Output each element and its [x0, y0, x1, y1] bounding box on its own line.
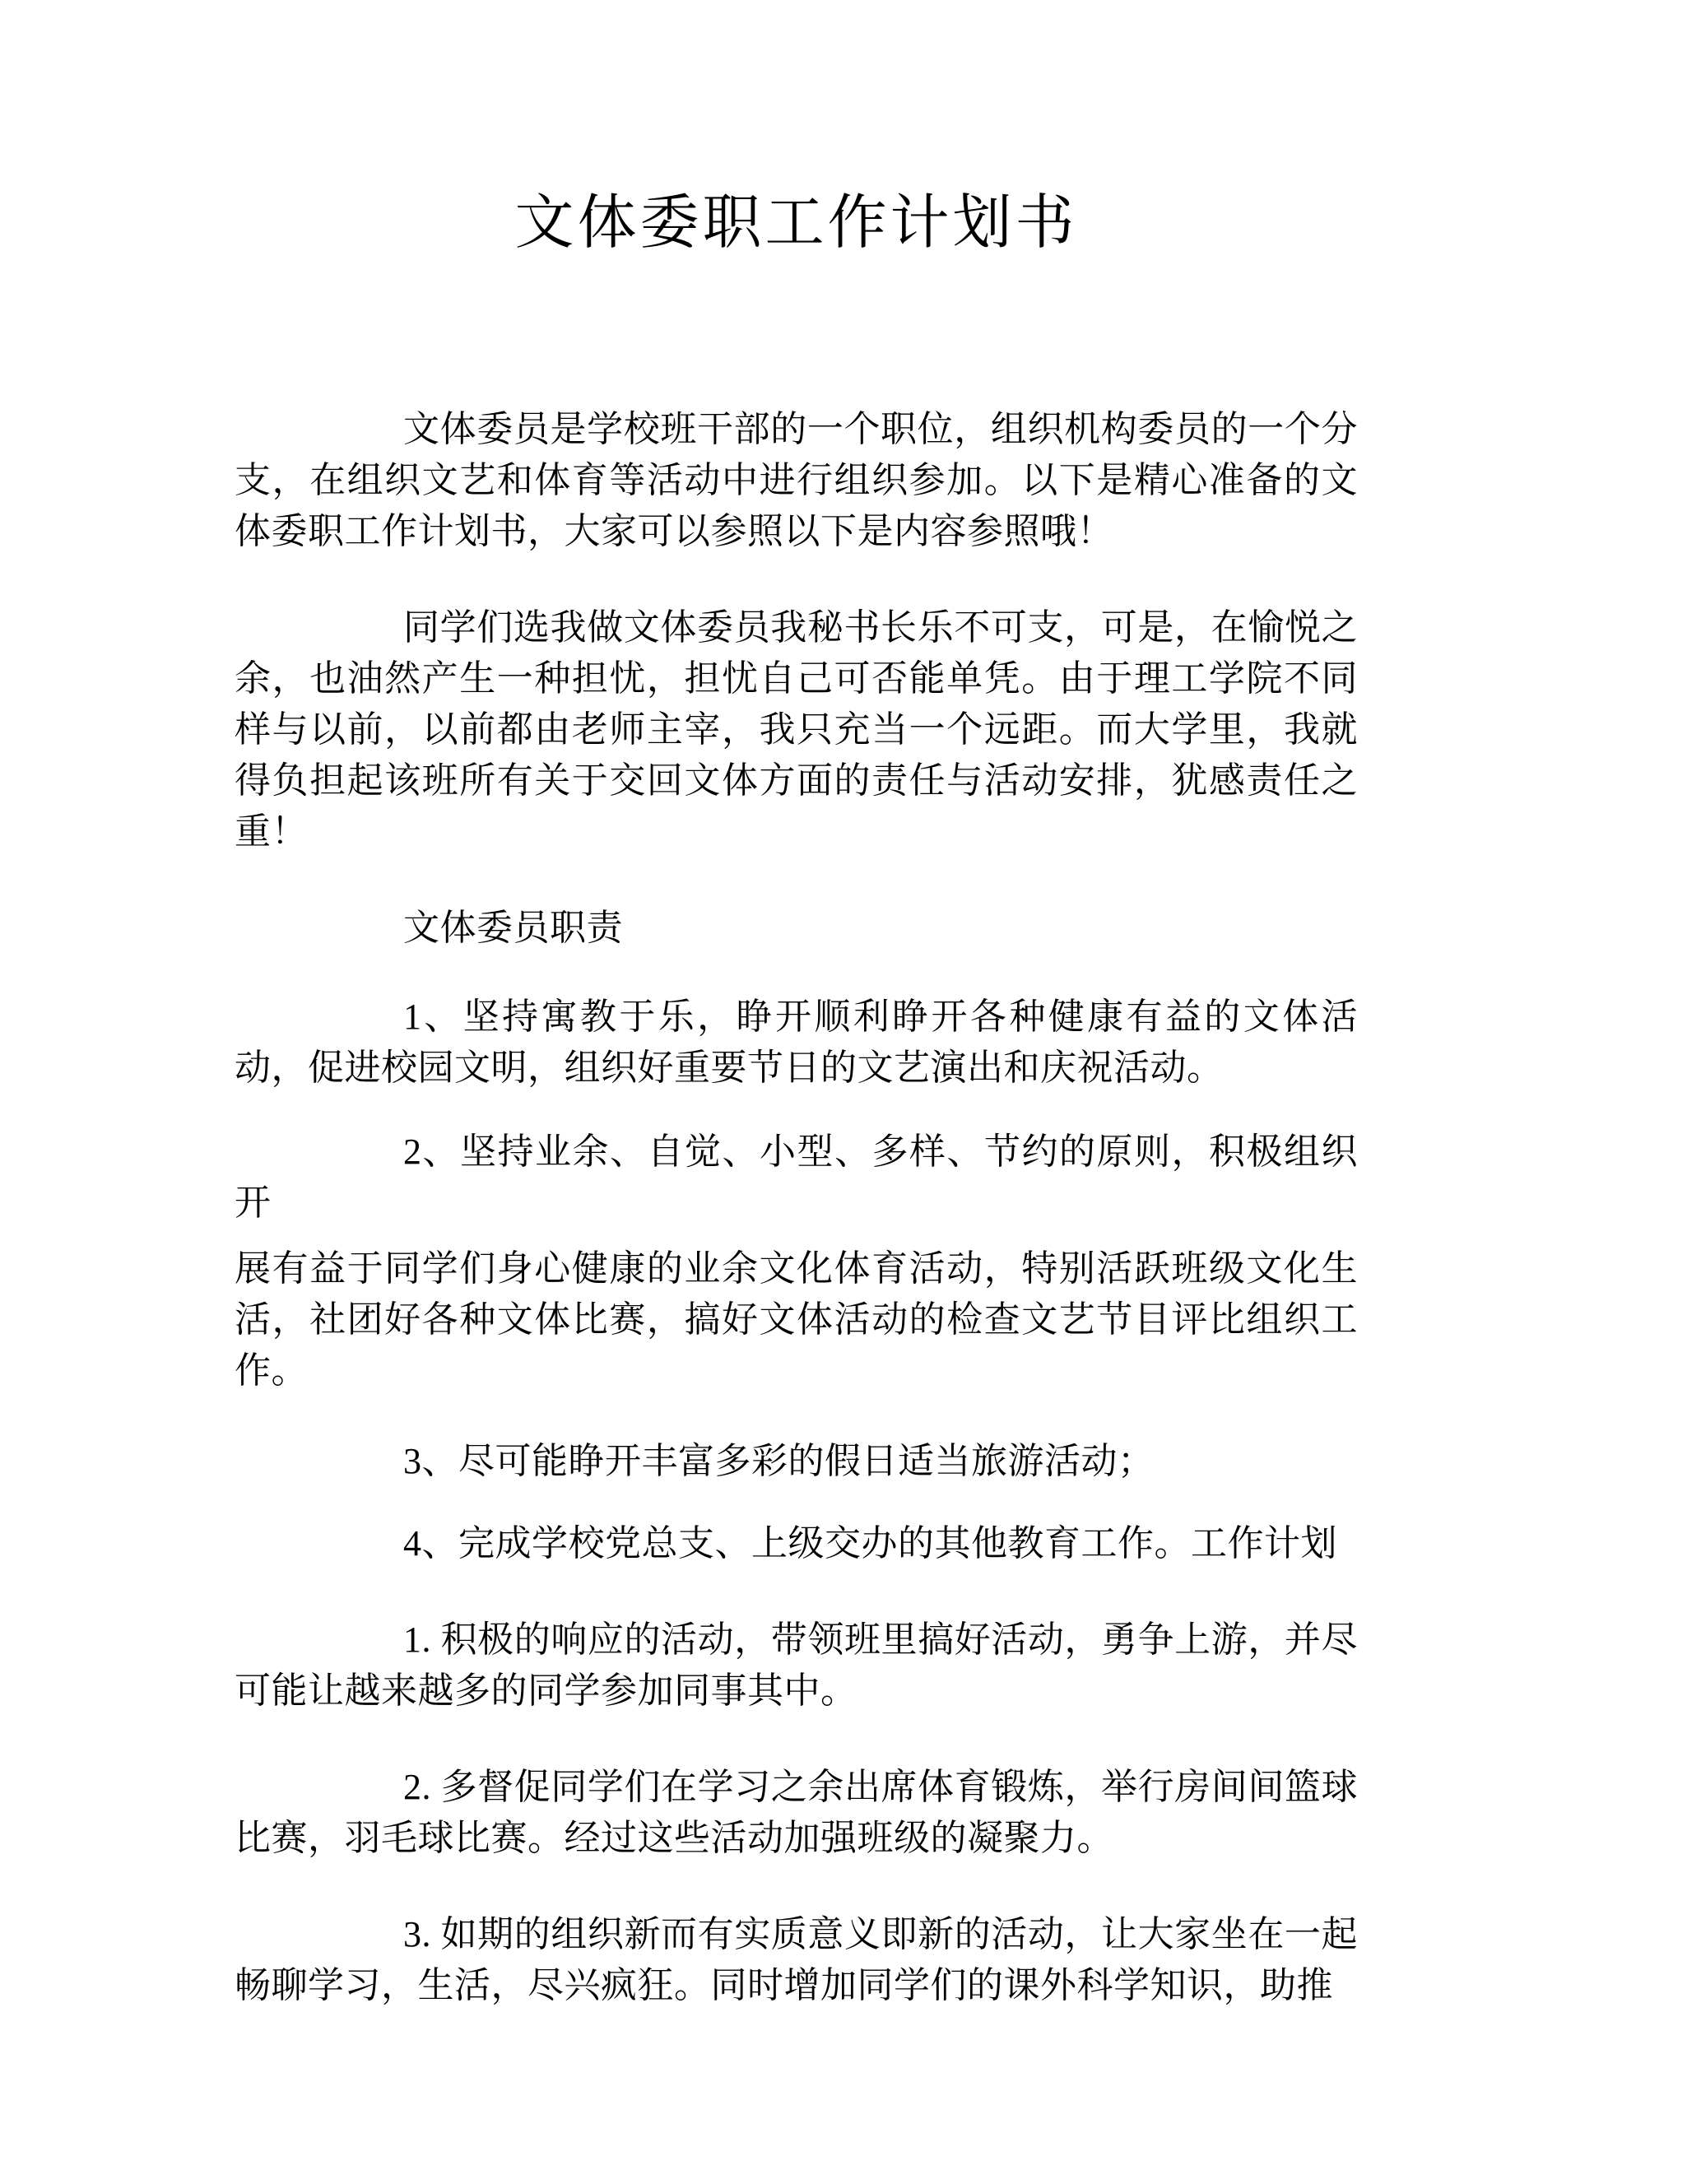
duty-item-1: 1、坚持寓教于乐，睁开顺利睁开各种健康有益的文体活动，促进校园文明，组织好重要节日的文艺演出和庆祝活动。	[235, 996, 1358, 1088]
paragraph-preamble: 同学们选我做文体委员我秘书长乐不可支，可是，在愉悦之余，也油然产生一种担忧，担忧自己可否能单凭。由于理工学院不同样与以前，以前都由老师主宰，我只充当一个远距。而大学里，我就得负担起该班所有关于交回文体方面的责任与活动安排，犹感责任之重！	[235, 606, 1358, 852]
duty-item-2-lead: 2、坚持业余、自觉、小型、多样、节约的原则，积极组织开	[235, 1131, 1358, 1223]
paragraph-intro: 文体委员是学校班干部的一个职位，组织机构委员的一个分支，在组织文艺和体育等活动中进行组织参加。以下是精心准备的文体委职工作计划书，大家可以参照以下是内容参照哦！	[235, 408, 1358, 551]
duty-item-2-body: 展有益于同学们身心健康的业余文化体育活动，特别活跃班级文化生活，社团好各种文体比赛，搞好文体活动的检查文艺节目评比组织工作。	[235, 1248, 1358, 1391]
plan-item-1: 1. 积极的响应的活动，带领班里搞好活动，勇争上游，并尽可能让越来越多的同学参加同事其中。	[235, 1619, 1358, 1711]
duty-item-3: 3、尽可能睁开丰富多彩的假日适当旅游活动；	[403, 1440, 1155, 1481]
duty-item-4: 4、完成学校党总支、上级交办的其他教育工作。工作计划	[403, 1522, 1337, 1564]
document-title: 文体委职工作计划书	[514, 190, 1078, 256]
plan-item-3: 3. 如期的组织新而有实质意义即新的活动，让大家坐在一起畅聊学习，生活，尽兴疯狂。同时增加同学们的课外科学知识，助推	[235, 1913, 1358, 2005]
plan-item-2: 2. 多督促同学们在学习之余出席体育锻炼，举行房间间篮球比赛，羽毛球比赛。经过这些活动加强班级的凝聚力。	[235, 1766, 1358, 1858]
section-heading-duties: 文体委员职责	[403, 907, 623, 948]
